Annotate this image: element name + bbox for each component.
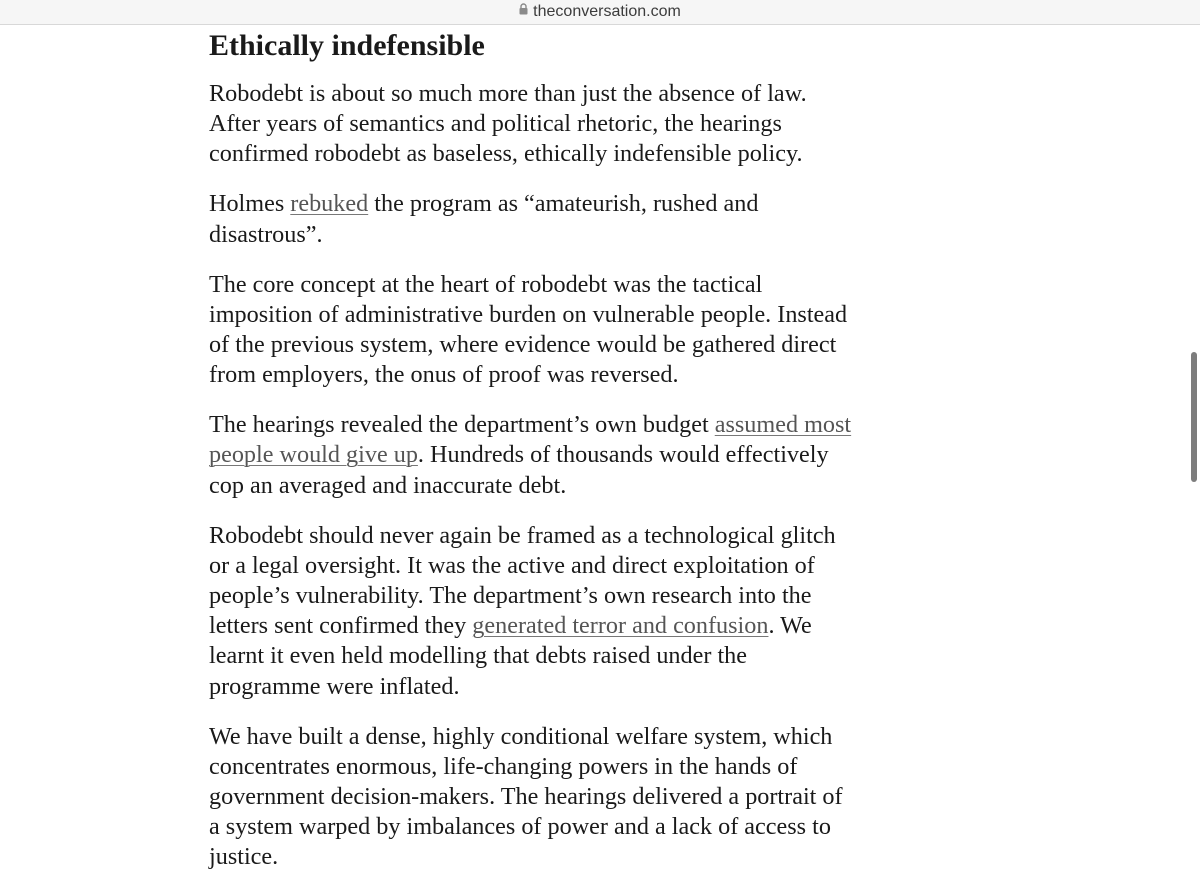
paragraph-3: The core concept at the heart of robodebt was the tactical imposition of administrative burden on vulnerable people. Instead of the previous system, where evidence would be gathered direct from employers, the onus of proof was reversed. bbox=[209, 270, 848, 389]
paragraph-text: The hearings revealed the department’s own budget bbox=[209, 411, 715, 439]
paragraph-6: We have built a dense, highly conditional welfare system, which concentrates enormous, life-changing powers in the hands of government decision-makers. The hearings delivered a portrait of a system warped by imbalances of power and a lack of access to justice. bbox=[209, 722, 843, 871]
paragraph-2 bbox=[209, 189, 859, 249]
rebuked-link[interactable]: rebuked bbox=[290, 190, 369, 218]
lock-icon bbox=[519, 2, 528, 20]
paragraph-text: . Hundreds of thousands would effectively cop an averaged and inaccurate debt. bbox=[209, 441, 829, 499]
terror-confusion-link[interactable]: generated terror and confusion bbox=[472, 612, 769, 640]
address-bar[interactable] bbox=[0, 0, 1200, 25]
scrollbar-thumb[interactable] bbox=[1191, 352, 1197, 482]
assumed-give-up-link[interactable]: assumed most people would give up bbox=[209, 411, 852, 469]
paragraph-5 bbox=[209, 521, 859, 702]
paragraph-text: Robodebt should never again be framed as a technological glitch or a legal oversight. It was the active and direct exploitation of people’s vulnerability. The department’s own research into the letters sent confirmed they bbox=[209, 521, 836, 640]
paragraph-text: Holmes bbox=[209, 190, 291, 218]
paragraph-4 bbox=[209, 410, 859, 501]
paragraph-text: . We learnt it even held modelling that debts raised under the programme were inflated. bbox=[209, 612, 812, 700]
paragraph-1: Robodebt is about so much more than just the absence of law. After years of semantics and political rhetoric, the hearings confirmed robodebt as baseless, ethically indefensible policy. bbox=[209, 80, 807, 168]
url-text: theconversation.com bbox=[533, 3, 681, 20]
paragraph-text: the program as “amateurish, rushed and disastrous”. bbox=[209, 190, 759, 248]
section-heading: Ethically indefensible bbox=[209, 29, 485, 62]
article-body bbox=[209, 28, 859, 873]
